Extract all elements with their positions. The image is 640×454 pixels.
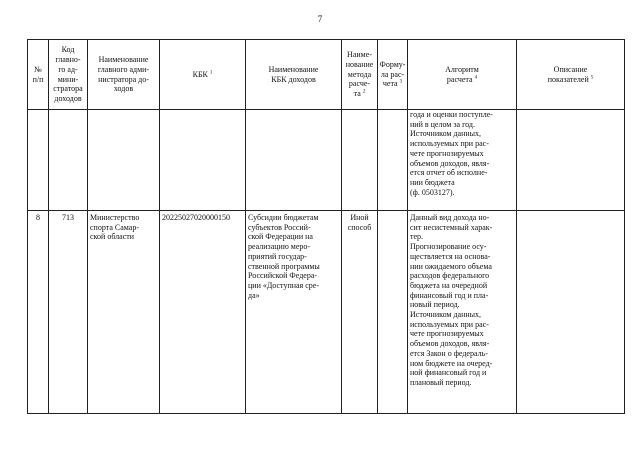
text-line: нии бюджета bbox=[410, 177, 455, 187]
table-row bbox=[28, 110, 625, 211]
cell-kbk: 20225027020000150 bbox=[160, 211, 246, 414]
cell-formula bbox=[378, 110, 408, 211]
text-line: Источником данных, bbox=[410, 310, 482, 320]
text-line: Министерство bbox=[90, 213, 140, 222]
text-line: стратора bbox=[53, 84, 83, 94]
text-line: Код bbox=[61, 45, 75, 55]
cell-admin-name bbox=[88, 211, 160, 414]
text-line: финансовый год и пла- bbox=[410, 290, 489, 300]
text-line: ном бюджете на очеред- bbox=[410, 358, 493, 368]
text-line: ется отчет об исполне- bbox=[410, 168, 488, 178]
header-kbk: КБК $^1$ bbox=[160, 40, 246, 110]
table-header-row bbox=[28, 40, 625, 110]
text-line: бюджета на очередной bbox=[410, 280, 488, 290]
text-line: Форму- bbox=[379, 59, 406, 69]
text-line: нование bbox=[345, 59, 374, 69]
text-line: Наименование bbox=[98, 55, 149, 65]
cell-algorithm bbox=[408, 110, 517, 211]
text-line: (ф. 0503127). bbox=[410, 187, 455, 197]
cell-admin-name bbox=[88, 110, 160, 211]
text-line: сит несистемный харак- bbox=[410, 222, 493, 232]
text-line: расходов федерального bbox=[410, 271, 490, 281]
text-line: субъектов Россий- bbox=[248, 222, 311, 232]
text-line: ществляется на основа- bbox=[410, 251, 491, 261]
text-line: объемов доходов, явля- bbox=[410, 158, 490, 168]
text-line: приятий государ- bbox=[248, 251, 307, 261]
header-kbk-name bbox=[246, 40, 342, 110]
text-line: способ bbox=[347, 222, 372, 232]
text-line: Алгоритм bbox=[445, 64, 479, 74]
text-line: реализацию меро- bbox=[248, 242, 311, 252]
cell-method bbox=[342, 211, 378, 414]
text-line: Описание bbox=[553, 64, 588, 74]
header-description: Описание показателей $^5$ bbox=[517, 40, 625, 110]
text-line: метода bbox=[347, 69, 372, 79]
page-number: 7 bbox=[317, 14, 323, 24]
text-line: п/п bbox=[32, 74, 44, 84]
cell-no bbox=[28, 110, 49, 211]
text-line: чете прогнозируемых bbox=[410, 329, 484, 339]
text-line: Российской Федера- bbox=[248, 271, 318, 281]
text-line: ла рас- bbox=[380, 69, 405, 79]
text-line: Прогнозирование осу- bbox=[410, 242, 487, 252]
text-line: ний в целом за год. bbox=[410, 119, 475, 129]
text-line: КБК доходов bbox=[271, 74, 316, 84]
text-line: ской Федерации на bbox=[248, 232, 313, 242]
cell-formula bbox=[378, 211, 408, 414]
text-line: да» bbox=[248, 290, 260, 300]
text-line: № bbox=[34, 64, 42, 74]
text-line: ции «Доступная сре- bbox=[248, 280, 319, 290]
text-line: доходов bbox=[54, 93, 82, 103]
text-line: чете прогнозируемых bbox=[410, 148, 484, 158]
text-line: новый период. bbox=[410, 300, 460, 310]
text-line: используемых при рас- bbox=[410, 319, 489, 329]
cell-kbk-name bbox=[246, 110, 342, 211]
header-admin-name bbox=[88, 40, 160, 110]
cell-admin-code: 713 bbox=[49, 211, 88, 414]
revenue-forecast-table bbox=[27, 39, 625, 414]
cell-description bbox=[517, 110, 625, 211]
header-admin-code bbox=[49, 40, 88, 110]
text-line: Источником данных, bbox=[410, 129, 482, 139]
text-line: используемых при рас- bbox=[410, 139, 489, 149]
text-line: года и оценки поступле- bbox=[410, 110, 493, 119]
cell-algorithm bbox=[408, 211, 517, 414]
text-line: плановый период. bbox=[410, 377, 472, 387]
text-line: ходов bbox=[113, 84, 134, 94]
text-line: Субсидии бюджетам bbox=[248, 213, 319, 222]
text-line: ется Закон о федераль- bbox=[410, 348, 488, 358]
header-algorithm: Алгоритм расчета $^4$ bbox=[408, 40, 517, 110]
text-line: го ад- bbox=[58, 64, 78, 74]
text-line: Наименование bbox=[268, 64, 319, 74]
text-line: Иной bbox=[350, 213, 369, 222]
cell-kbk-name bbox=[246, 211, 342, 414]
text-line: Наиме- bbox=[347, 50, 372, 60]
text-line: нистратора до- bbox=[98, 74, 149, 84]
header-no bbox=[28, 40, 49, 110]
text-line: Данный вид дохода но- bbox=[410, 213, 490, 222]
header-method: Наиме- нование метода расче- та $^2$ bbox=[342, 40, 378, 110]
text-line: мини- bbox=[57, 74, 79, 84]
text-line: нии ожидаемого объема bbox=[410, 261, 492, 271]
cell-kbk bbox=[160, 110, 246, 211]
text-line: ной финансовый год и bbox=[410, 368, 487, 378]
text-line: расче- bbox=[348, 79, 371, 89]
text-line: главно- bbox=[55, 55, 81, 65]
text-line: ственной программы bbox=[248, 261, 320, 271]
text-line: тер. bbox=[410, 232, 424, 242]
header-formula: Форму- ла рас- чета $^3$ bbox=[378, 40, 408, 110]
cell-no: 8 bbox=[28, 211, 49, 414]
text-line: ской области bbox=[90, 232, 135, 242]
cell-admin-code bbox=[49, 110, 88, 211]
text-line: главного адми- bbox=[97, 64, 150, 74]
text-line: объемов доходов, явля- bbox=[410, 339, 490, 349]
text-line: спорта Самар- bbox=[90, 222, 139, 232]
table-row bbox=[28, 211, 625, 414]
cell-method bbox=[342, 110, 378, 211]
cell-description bbox=[517, 211, 625, 414]
